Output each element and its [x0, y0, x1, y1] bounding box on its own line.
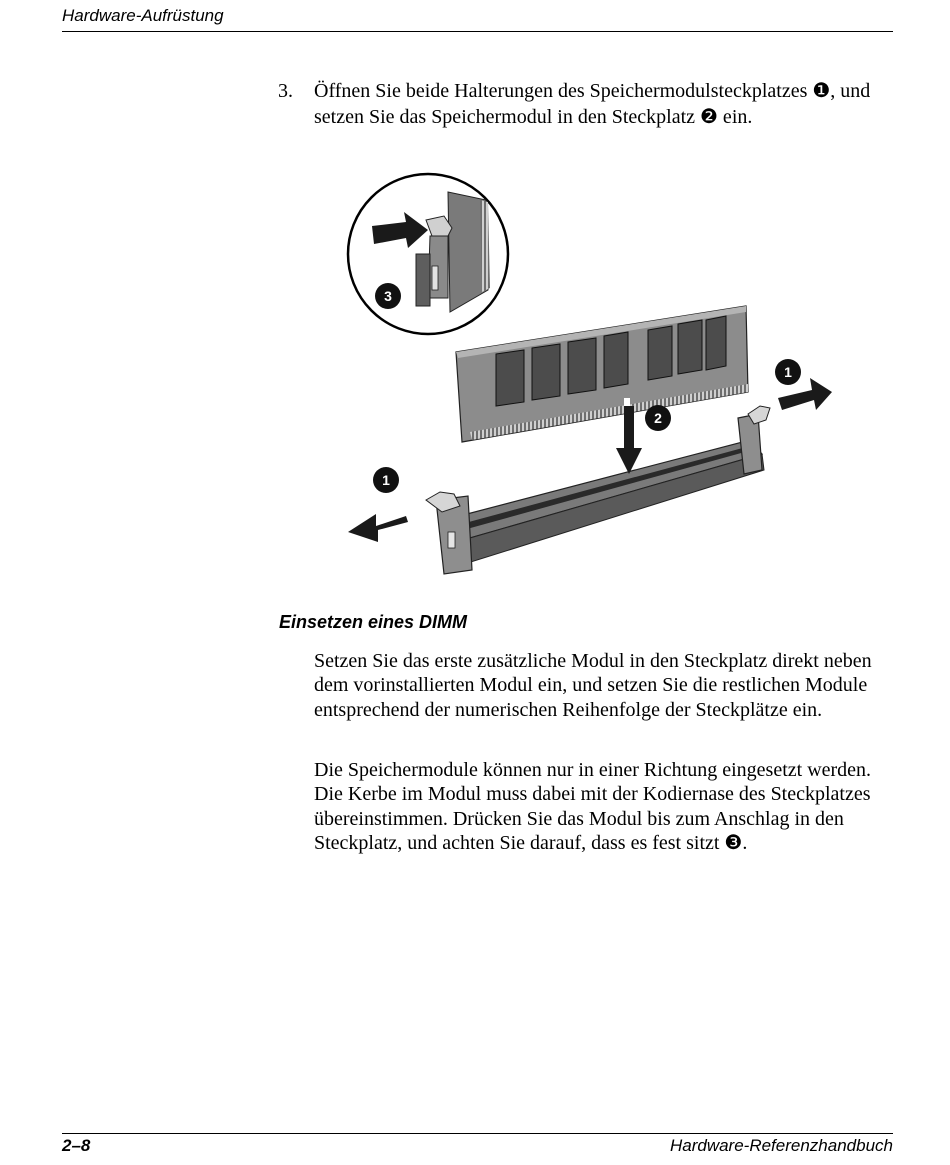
detail-inset — [348, 174, 508, 334]
callout-1-left-label: 1 — [382, 472, 390, 488]
header-rule — [62, 31, 893, 32]
running-header-title: Hardware-Aufrüstung — [62, 6, 224, 25]
open-latch-arrow-left — [348, 514, 408, 542]
callout-3 — [375, 283, 401, 309]
dimm-module — [456, 306, 748, 442]
footer-rule — [62, 1133, 893, 1134]
callout-3-label: 3 — [384, 288, 392, 304]
page-number: 2–8 — [62, 1136, 91, 1155]
step-number: 3. — [278, 80, 293, 102]
callout-1-right-label: 1 — [784, 364, 792, 380]
insert-arrow — [616, 406, 642, 474]
step-text: Öffnen Sie beide Halterungen des Speichermodulsteckplatzes ❶, und setzen Sie das Speichermodul in den Steckplatz ❷ ein. — [314, 80, 871, 128]
footer-title: Hardware-Referenzhandbuch — [669, 1136, 893, 1155]
callout-2-label: 2 — [654, 410, 662, 426]
section-heading: Einsetzen eines DIMM — [279, 612, 468, 632]
callout-2 — [645, 405, 671, 431]
dimm-installation-illustration — [330, 170, 850, 590]
body-paragraph-2: Die Speichermodule können nur in einer Richtung eingesetzt werden. Die Kerbe im Modul muss dabei mit der Kodiernase des Steckplatzes übereinstimmen. Drücken Sie das Modul bis zum Anschlag in den Steckplatz, und achten Sie darauf, dass es fest sitzt ❸. — [314, 759, 872, 855]
callout-1-right — [775, 359, 801, 385]
body-paragraph-1: Setzen Sie das erste zusätzliche Modul in den Steckplatz direkt neben dem vorinstallierten Modul ein, und setzen Sie die restlichen Module entsprechend der numerischen Reihenfolge der Steckplätze ein. — [314, 650, 872, 721]
callout-1-left — [373, 467, 399, 493]
